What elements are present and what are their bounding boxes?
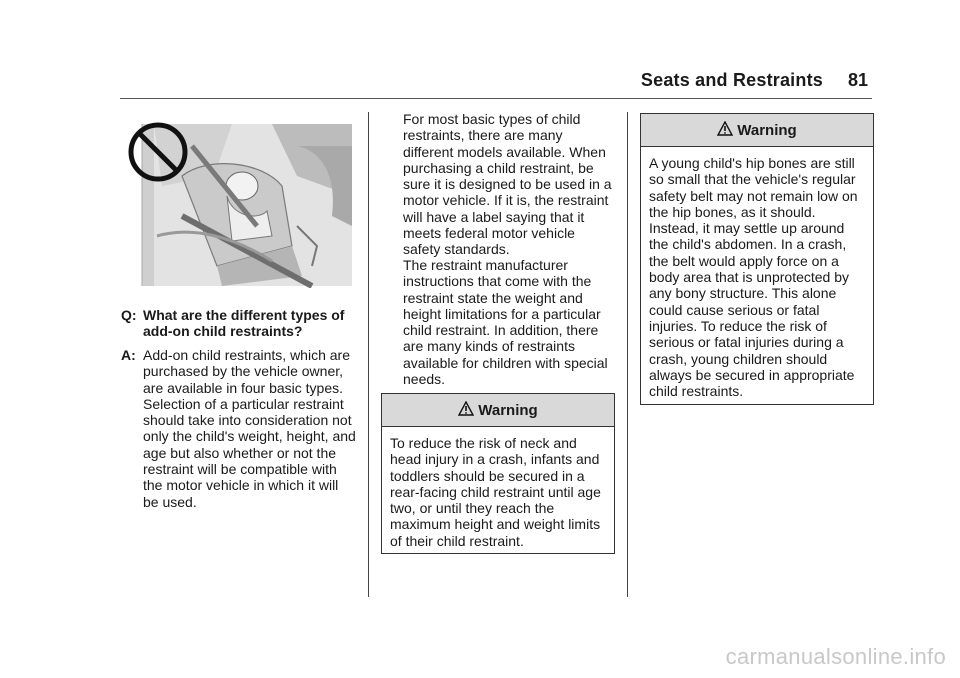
question-label: Q: — [121, 307, 137, 323]
header-rule — [120, 98, 872, 99]
answer-label: A: — [121, 347, 136, 363]
warning-box-hip-bones — [640, 113, 874, 405]
warning-header — [641, 114, 873, 147]
column-divider-left — [368, 112, 369, 597]
warning-text: To reduce the risk of neck and head injury in a crash, infants and toddlers should be secured in a rear-facing child restraint until age two, or until they reach the maximum height and weight limits of their child restraint. — [390, 435, 601, 549]
warning-box-rear-facing — [381, 393, 615, 554]
warning-triangle-icon — [458, 401, 474, 416]
warning-triangle-icon — [717, 121, 733, 136]
page-number: 81 — [848, 70, 869, 90]
watermark: carmanualsonline.info — [725, 644, 946, 669]
paragraph-instructions: The restraint manufacturer instructions that come with the restraint state the weight and height limitations for a particular child restraint. In addition, there are many kinds of restraints available for children with special needs. — [403, 257, 608, 388]
child-restraint-illustration — [122, 116, 354, 288]
column-divider-right — [627, 112, 628, 597]
section-title: Seats and Restraints — [640, 70, 823, 90]
warning-text: A young child's hip bones are still so small that the vehicle's regular safety belt may not remain low on the hip bones, as it should. Instead, it may settle up around the child's abdomen. In a crash, the belt would apply force on a body area that is unprotected by any bony structure. This alone could cause serious or fatal injuries. To reduce the risk of serious or fatal injuries during a crash, young children should always be secured in appropriate child restraints. — [649, 155, 858, 400]
answer-text: Add-on child restraints, which are purchased by the vehicle owner, are available in four basic types. Selection of a particular restraint should take into consideration not only the child's weight, height, and age but also whether or not the restraint will be compatible with the motor vehicle in which it will be used. — [143, 347, 356, 510]
warning-header — [382, 394, 614, 427]
prohibited-icon — [126, 120, 190, 184]
warning-title: Warning — [478, 401, 538, 419]
warning-title: Warning — [737, 121, 797, 139]
question-text: What are the different types of add-on child restraints? — [143, 307, 345, 340]
paragraph-models: For most basic types of child restraints, there are many different models available. When purchasing a child restraint, be sure it is designed to be used in a motor vehicle. If it is, the restraint will have a label saying that it meets federal motor vehicle safety standards. — [403, 111, 612, 258]
